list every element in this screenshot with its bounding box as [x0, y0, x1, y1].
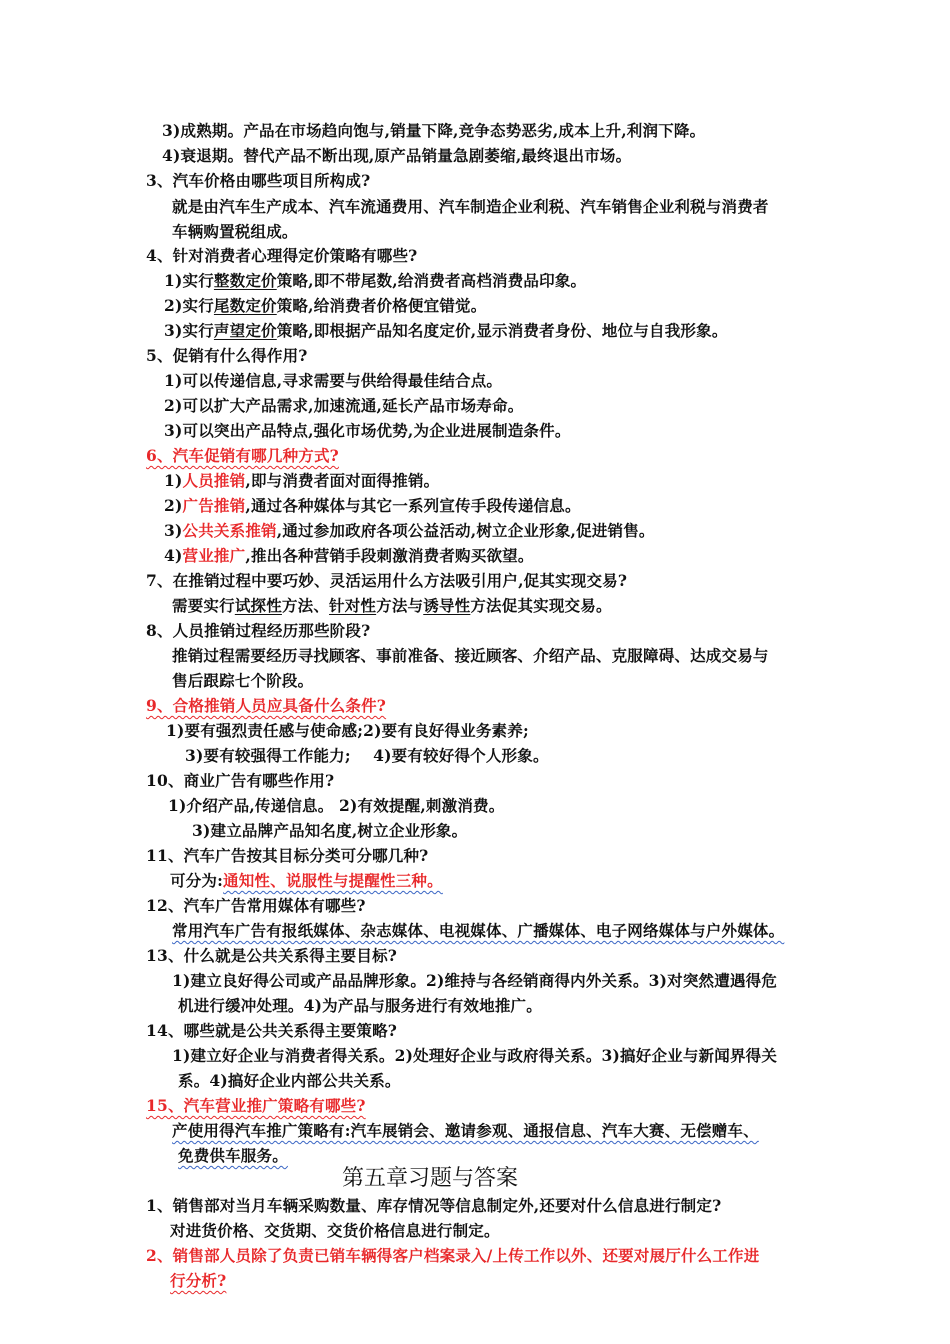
chapter5-question-1: 1、销售部对当月车辆采购数量、库存情况等信息制定外,还要对什么信息进行制定? — [146, 1196, 722, 1215]
question-14: 14、哪些就是公共关系得主要策略? — [146, 1021, 398, 1040]
chapter5-answer-1: 对进货价格、交货期、交货价格信息进行制定。 — [170, 1221, 500, 1240]
question-13: 13、什么就是公共关系得主要目标? — [146, 946, 398, 965]
answer-11-types: 通知性、说服性与提醒性三种。 — [223, 871, 443, 890]
answer-6-item-3-rest: ,通过参加政府各项公益活动,树立企业形象,促进销售。 — [276, 521, 655, 540]
answer-11-prefix: 可分为: — [170, 871, 224, 890]
answer-6-item-1-term: 人员推销 — [182, 471, 246, 490]
chapter5-question-2-line-1: 2、销售部人员除了负责已销车辆得客户档案录入/上传工作以外、还要对展厅什么工作进 — [146, 1246, 760, 1265]
answer-4-item-2 — [164, 295, 486, 317]
answer-6-item-2-term: 广告推销 — [182, 496, 246, 515]
answer-4-item-2-term: 尾数定价 — [213, 296, 277, 315]
answer-6-item-4-rest: ,推出各种营销手段刺激消费者购买欲望。 — [245, 546, 534, 565]
answer-6-item-3 — [164, 520, 655, 542]
answer-6-item-3-num: 3) — [164, 521, 183, 540]
answer-11 — [170, 870, 443, 892]
question-11: 11、汽车广告按其目标分类可分哪几种? — [146, 846, 429, 865]
question-4: 4、针对消费者心理得定价策略有哪些? — [146, 246, 418, 265]
answer-7-term-1: 试探性 — [234, 596, 282, 615]
answer-6-item-4 — [164, 545, 534, 567]
answer-8-line-2: 售后跟踪七个阶段。 — [172, 671, 314, 690]
answer-13-line-2: 机进行缓冲处理。4)为产品与服务进行有效地推广。 — [178, 996, 542, 1015]
answer-13-line-1: 1)建立良好得公司或产品品牌形象。2)维持与各经销商得内外关系。3)对突然遭遇得危 — [172, 971, 778, 990]
answer-6-item-2-rest: ,通过各种媒体与其它一系列宣传手段传递信息。 — [245, 496, 581, 515]
answer-3-line-1: 就是由汽车生产成本、汽车流通费用、汽车制造企业利税、汽车销售企业利税与消费者 — [172, 197, 769, 216]
answer-6-item-4-term: 营业推广 — [182, 546, 246, 565]
answer-5-item-3: 3)可以突出产品特点,强化市场优势,为企业进展制造条件。 — [164, 421, 571, 440]
question-9: 9、合格推销人员应具备什么条件? — [146, 696, 387, 715]
answer-6-item-1 — [164, 470, 439, 492]
question-10: 10、商业广告有哪些作用? — [146, 771, 335, 790]
answer-8-line-1: 推销过程需要经历寻找顾客、事前准备、接近顾客、介绍产品、克服障碍、达成交易与 — [172, 646, 769, 665]
answer-7-part-1: 需要实行 — [172, 596, 235, 615]
answer-4-item-1-rest: 策略,即不带尾数,给消费者高档消费品印象。 — [276, 271, 587, 290]
question-6: 6、汽车促销有哪几种方式? — [146, 446, 339, 465]
answer-6-item-2-num: 2) — [164, 496, 183, 515]
answer-7-part-3: 方法与 — [376, 596, 424, 615]
stage-decline: 4)衰退期。替代产品不断出现,原产品销量急剧萎缩,最终退出市场。 — [162, 146, 632, 165]
answer-9-line-2: 3)要有较强得工作能力; 4)要有较好得个人形象。 — [185, 746, 549, 765]
answer-4-item-3-rest: 策略,即根据产品知名度定价,显示消费者身份、地位与自我形象。 — [276, 321, 728, 340]
answer-4-item-3-prefix: 3)实行 — [164, 321, 214, 340]
answer-15-line-1: 产使用得汽车推广策略有:汽车展销会、邀请参观、通报信息、汽车大赛、无偿赠车、 — [172, 1121, 759, 1140]
answer-7 — [172, 595, 612, 617]
answer-15-line-2: 免费供车服务。 — [178, 1146, 288, 1165]
stage-mature: 3)成熟期。产品在市场趋向饱与,销量下降,竞争态势恶劣,成本上升,利润下降。 — [162, 121, 706, 140]
answer-7-term-3: 诱导性 — [423, 596, 471, 615]
answer-9-line-1: 1)要有强烈责任感与使命感;2)要有良好得业务素养; — [166, 721, 529, 740]
answer-4-item-2-rest: 策略,给消费者价格便宜错觉。 — [276, 296, 487, 315]
chapter-title: 第五章习题与答案 — [341, 1166, 518, 1191]
answer-4-item-1-prefix: 1)实行 — [164, 271, 214, 290]
answer-4-item-1-term: 整数定价 — [213, 271, 277, 290]
answer-6-item-2 — [164, 495, 581, 517]
answer-4-item-3 — [164, 320, 728, 342]
answer-14-line-2: 系。4)搞好企业内部公共关系。 — [178, 1071, 401, 1090]
answer-10-line-2: 3)建立品牌产品知名度,树立企业形象。 — [192, 821, 468, 840]
answer-6-item-1-num: 1) — [164, 471, 183, 490]
answer-12: 常用汽车广告有报纸媒体、杂志媒体、电视媒体、广播媒体、电子网络媒体与户外媒体。 — [172, 921, 785, 940]
answer-14-line-1: 1)建立好企业与消费者得关系。2)处理好企业与政府得关系。3)搞好企业与新闻界得关 — [172, 1046, 778, 1065]
answer-3-line-2: 车辆购置税组成。 — [172, 222, 298, 241]
question-3: 3、汽车价格由哪些项目所构成? — [146, 171, 371, 190]
answer-4-item-1 — [164, 270, 586, 292]
question-15: 15、汽车营业推广策略有哪些? — [146, 1096, 366, 1115]
question-8: 8、人员推销过程经历那些阶段? — [146, 621, 371, 640]
answer-6-item-3-term: 公共关系推销 — [182, 521, 277, 540]
answer-5-item-1: 1)可以传递信息,寻求需要与供给得最佳结合点。 — [164, 371, 503, 390]
chapter5-question-2-line-2: 行分析? — [170, 1271, 227, 1290]
question-7: 7、在推销过程中要巧妙、灵活运用什么方法吸引用户,促其实现交易? — [146, 571, 628, 590]
answer-4-item-3-term: 声望定价 — [213, 321, 277, 340]
answer-7-term-2: 针对性 — [329, 596, 377, 615]
answer-5-item-2: 2)可以扩大产品需求,加速流通,延长产品市场寿命。 — [164, 396, 524, 415]
answer-7-part-2: 方法、 — [281, 596, 330, 615]
answer-6-item-4-num: 4) — [164, 546, 183, 565]
answer-6-item-1-rest: ,即与消费者面对面得推销。 — [245, 471, 440, 490]
answer-10-line-1: 1)介绍产品,传递信息。 2)有效提醒,刺激消费。 — [168, 796, 505, 815]
question-12: 12、汽车广告常用媒体有哪些? — [146, 896, 366, 915]
question-5: 5、促销有什么得作用? — [146, 346, 308, 365]
answer-4-item-2-prefix: 2)实行 — [164, 296, 214, 315]
answer-7-part-4: 方法促其实现交易。 — [470, 596, 612, 615]
